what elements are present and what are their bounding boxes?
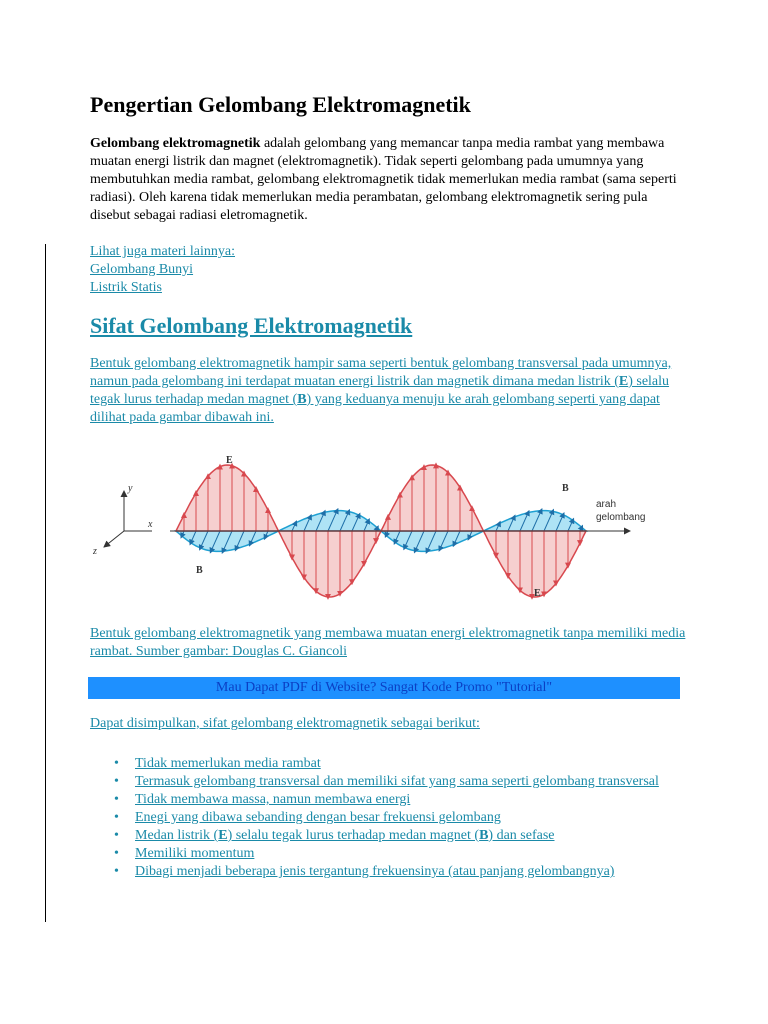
page-margin-line <box>45 244 46 922</box>
z-axis-label: z <box>93 546 97 557</box>
figure-caption[interactable]: Bentuk gelombang elektromagnetik yang membawa muatan energi elektromagnetik tanpa memiliki media rambat. Sumber gambar: Douglas C. Giancoli <box>90 626 686 659</box>
list-item[interactable]: • Memiliki momentum <box>114 846 255 861</box>
z-axis-line <box>104 531 124 547</box>
intro-text: adalah gelombang yang memancar tanpa media rambat yang membawa muatan energi listrik dan magnet (elektromagnetik). Tidak seperti gelombang pada umumnya yang membutuhkan media rambat, gelombang elektromagnetik tidak memerlukan media rambat (sama seperti radiasi). Oleh karena tidak memerlukan media perambatan, gelombang elektromagnetik sering pula disebut sebagai radiasi eletromagnetik. <box>90 136 677 223</box>
label-B-right: B <box>562 483 569 494</box>
label-E-top: E <box>226 455 233 466</box>
list-item[interactable]: • Enegi yang dibawa sebanding dengan besar frekuensi gelombang <box>114 810 501 825</box>
list-item[interactable]: • Tidak membawa massa, namun membawa energi <box>114 792 411 807</box>
label-B-left: B <box>196 565 203 576</box>
x-axis-label: x <box>148 519 153 530</box>
list-item[interactable]: • Medan listrik (E) selalu tegak lurus terhadap medan magnet (B) dan sefase <box>114 828 555 843</box>
document-body <box>90 90 690 881</box>
see-also-heading[interactable]: Lihat juga materi lainnya: <box>90 244 236 259</box>
promo-banner[interactable]: Mau Dapat PDF di Website? Sangat Kode Promo "Tutorial" <box>88 677 680 699</box>
list-item[interactable]: • Termasuk gelombang transversal dan memiliki sifat yang sama seperti gelombang transversal <box>114 774 659 789</box>
em-wave-diagram <box>90 451 690 601</box>
label-arah: arah <box>596 499 617 510</box>
section-paragraph[interactable]: Bentuk gelombang elektromagnetik hampir sama seperti bentuk gelombang transversal pada umumnya, namun pada gelombang ini terdapat muatan energi listrik dan magnetik dimana medan listrik (E) selalu tegak lurus terhadap medan magnet (B) yang keduanya menuju ke arah gelombang seperti yang dapat dilihat pada gambar dibawah ini. <box>90 356 672 425</box>
y-axis-label: y <box>128 483 133 494</box>
properties-list <box>90 755 690 881</box>
em-wave-figure <box>90 451 690 601</box>
link-listrik-statis[interactable]: Listrik Statis <box>90 280 162 295</box>
list-item[interactable]: • Tidak memerlukan media rambat <box>114 756 321 771</box>
label-gelombang: gelombang <box>596 512 646 523</box>
intro-paragraph <box>90 135 690 225</box>
conclusion-text[interactable]: Dapat disimpulkan, sifat gelombang elektromagnetik sebagai berikut: <box>90 716 480 731</box>
see-also-block <box>90 243 690 297</box>
section-title[interactable]: Sifat Gelombang Elektromagnetik <box>90 313 413 338</box>
page-title: Pengertian Gelombang Elektromagnetik <box>90 92 471 117</box>
intro-bold-term: Gelombang elektromagnetik <box>90 136 261 151</box>
link-gelombang-bunyi[interactable]: Gelombang Bunyi <box>90 262 194 277</box>
label-E-bottom: E <box>534 588 541 599</box>
list-item[interactable]: • Dibagi menjadi beberapa jenis tergantung frekuensinya (atau panjang gelombangnya) <box>114 864 615 879</box>
